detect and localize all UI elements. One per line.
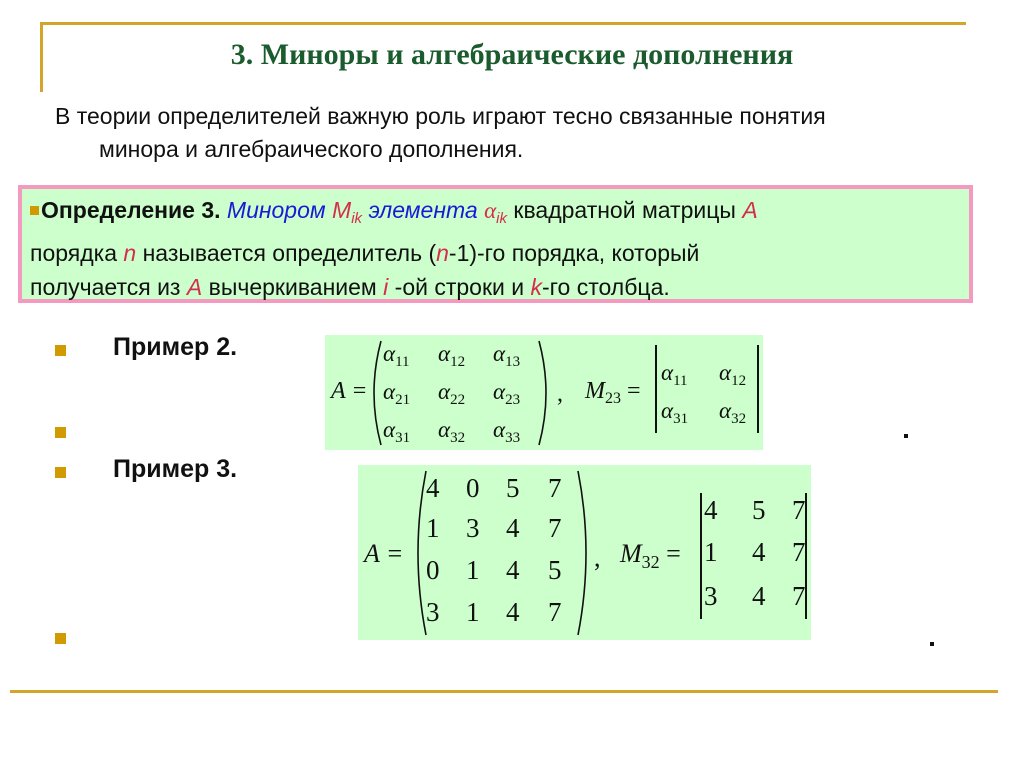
- matrix-cell: 3: [466, 513, 480, 543]
- subscript: 22: [450, 392, 466, 408]
- def-text: Минором: [226, 197, 326, 223]
- matrix-cell: 1: [466, 597, 480, 627]
- minor-cell: 1: [704, 537, 718, 567]
- minor-M: M: [585, 378, 605, 404]
- minor-row: [704, 537, 806, 568]
- top-rule: [40, 22, 966, 25]
- minor-cell: $\alpha_{32}$: [719, 398, 747, 427]
- def-text: называется определитель (: [142, 240, 437, 266]
- minor-cell: $\alpha_{31}$: [661, 398, 689, 427]
- matrix-A-label: A =: [331, 378, 368, 404]
- matrix-A-label: A =: [364, 539, 404, 568]
- bullet-icon: [55, 633, 66, 644]
- slide-title: 3. Миноры и алгебраические дополнения: [230, 38, 794, 71]
- matrix-cell: $\alpha_{31}$: [383, 417, 411, 446]
- matrix-cell: $\alpha_{12}$: [438, 341, 466, 370]
- subscript: 33: [505, 430, 521, 446]
- def-text: -1)-го порядка, который: [448, 240, 700, 266]
- matrix-cell: 5: [506, 473, 520, 503]
- matrix-cell: 4: [426, 473, 440, 503]
- matrix-cell: $\alpha_{11}$: [383, 341, 410, 370]
- matrix-row: [426, 597, 562, 628]
- matrix-cell: $\alpha_{21}$: [383, 379, 411, 408]
- matrix-row: [383, 341, 543, 371]
- subscript: 11: [673, 373, 688, 389]
- def-symbol-n: n: [436, 240, 449, 266]
- minor-label: [585, 378, 641, 408]
- def-symbol-n: n: [123, 240, 137, 266]
- minor-row: [661, 360, 746, 390]
- matrix-cell: $\alpha_{32}$: [438, 417, 466, 446]
- def-text: вычеркиванием: [208, 274, 377, 300]
- comma: ,: [557, 381, 563, 407]
- matrix-cell: $\alpha_{33}$: [493, 417, 521, 446]
- minor-cell: 7: [792, 581, 806, 611]
- intro-paragraph: [55, 100, 995, 166]
- minor-sub: 32: [641, 552, 660, 572]
- matrix-cell: 4: [506, 513, 520, 543]
- def-symbol-alpha: α: [484, 198, 497, 223]
- equals: =: [666, 539, 681, 568]
- definition-box: [18, 185, 973, 303]
- minor-cell: $\alpha_{12}$: [719, 360, 747, 389]
- def-symbol-k: k: [530, 274, 543, 300]
- intro-line-2: минора и алгебраического дополнения.: [99, 136, 524, 162]
- matrix-cell: 7: [548, 513, 562, 543]
- matrix-cell: 7: [548, 597, 562, 627]
- minor-cell: 5: [752, 495, 766, 525]
- comma: ,: [594, 543, 601, 572]
- def-text: -го столбца.: [542, 274, 670, 300]
- minor-cell: 4: [752, 537, 766, 567]
- bullet-icon: [30, 206, 39, 215]
- matrix-row: [426, 513, 562, 544]
- def-text: получается из: [30, 274, 181, 300]
- def-symbol-i: i: [383, 274, 389, 300]
- def-text: -ой строки и: [394, 274, 525, 300]
- matrix-cell: 4: [506, 555, 520, 585]
- matrix-row: [426, 555, 562, 586]
- minor-label: [620, 539, 681, 573]
- minor-row: [704, 581, 806, 612]
- minor-cell: 3: [704, 581, 718, 611]
- matrix-cell: 7: [548, 473, 562, 503]
- subscript: 12: [731, 373, 747, 389]
- minor-row: [704, 495, 806, 526]
- minor-M: M: [620, 539, 642, 568]
- bullet-icon: [55, 345, 66, 356]
- det-bar-right: [757, 345, 759, 433]
- period-dot: [930, 642, 934, 646]
- minor-cell: 7: [792, 495, 806, 525]
- def-symbol-A: A: [186, 274, 203, 300]
- bottom-rule: [10, 690, 998, 693]
- def-text: порядка: [30, 240, 118, 266]
- subscript: 31: [395, 430, 411, 446]
- minor-cell: 4: [704, 495, 718, 525]
- equals: =: [627, 378, 641, 404]
- example-3-formula: [358, 465, 811, 640]
- intro-line-1: В теории определителей важную роль играют тесно связанные понятия: [55, 103, 826, 129]
- subscript: 31: [673, 411, 689, 427]
- matrix-cell: 0: [426, 555, 440, 585]
- det-bar-left: [700, 493, 702, 619]
- example-2-formula: [325, 335, 763, 450]
- matrix-row: [426, 473, 562, 504]
- def-sub: ik: [351, 210, 363, 227]
- matrix-row: [383, 379, 520, 409]
- bullet-icon: [55, 467, 66, 478]
- def-symbol-M: M: [332, 197, 352, 223]
- matrix-cell: 1: [466, 555, 480, 585]
- def-text: элемента: [368, 197, 478, 223]
- matrix-cell: $\alpha_{23}$: [493, 379, 521, 408]
- subscript: 12: [450, 354, 466, 370]
- subscript: 32: [731, 411, 747, 427]
- def-sub: ik: [496, 210, 507, 227]
- matrix-cell: 5: [548, 555, 562, 585]
- left-paren-icon: [365, 339, 385, 447]
- bullet-icon: [55, 427, 66, 438]
- subscript: 13: [505, 354, 521, 370]
- def-text: квадратной матрицы: [513, 197, 736, 223]
- subscript: 23: [505, 392, 521, 408]
- period-dot: [904, 434, 908, 438]
- minor-cell: 4: [752, 581, 766, 611]
- matrix-cell: 0: [466, 473, 480, 503]
- minor-row: [661, 398, 746, 428]
- definition-label: Определение 3.: [41, 197, 221, 223]
- def-symbol-A: A: [742, 197, 758, 223]
- minor-cell: 7: [792, 537, 806, 567]
- minor-cell: $\alpha_{11}$: [661, 360, 688, 389]
- matrix-cell: $\alpha_{22}$: [438, 379, 466, 408]
- matrix-cell: $\alpha_{13}$: [493, 341, 521, 370]
- matrix-cell: 1: [426, 513, 440, 543]
- example-2-label: Пример 2.: [113, 333, 238, 361]
- det-bar-left: [655, 345, 657, 433]
- matrix-cell: 4: [506, 597, 520, 627]
- matrix-cell: 3: [426, 597, 440, 627]
- example-3-label: Пример 3.: [113, 455, 238, 483]
- subscript: 21: [395, 392, 411, 408]
- right-paren-icon: [574, 469, 596, 637]
- subscript: 11: [395, 354, 410, 370]
- subscript: 32: [450, 430, 466, 446]
- minor-sub: 23: [605, 390, 621, 407]
- matrix-row: [383, 417, 520, 447]
